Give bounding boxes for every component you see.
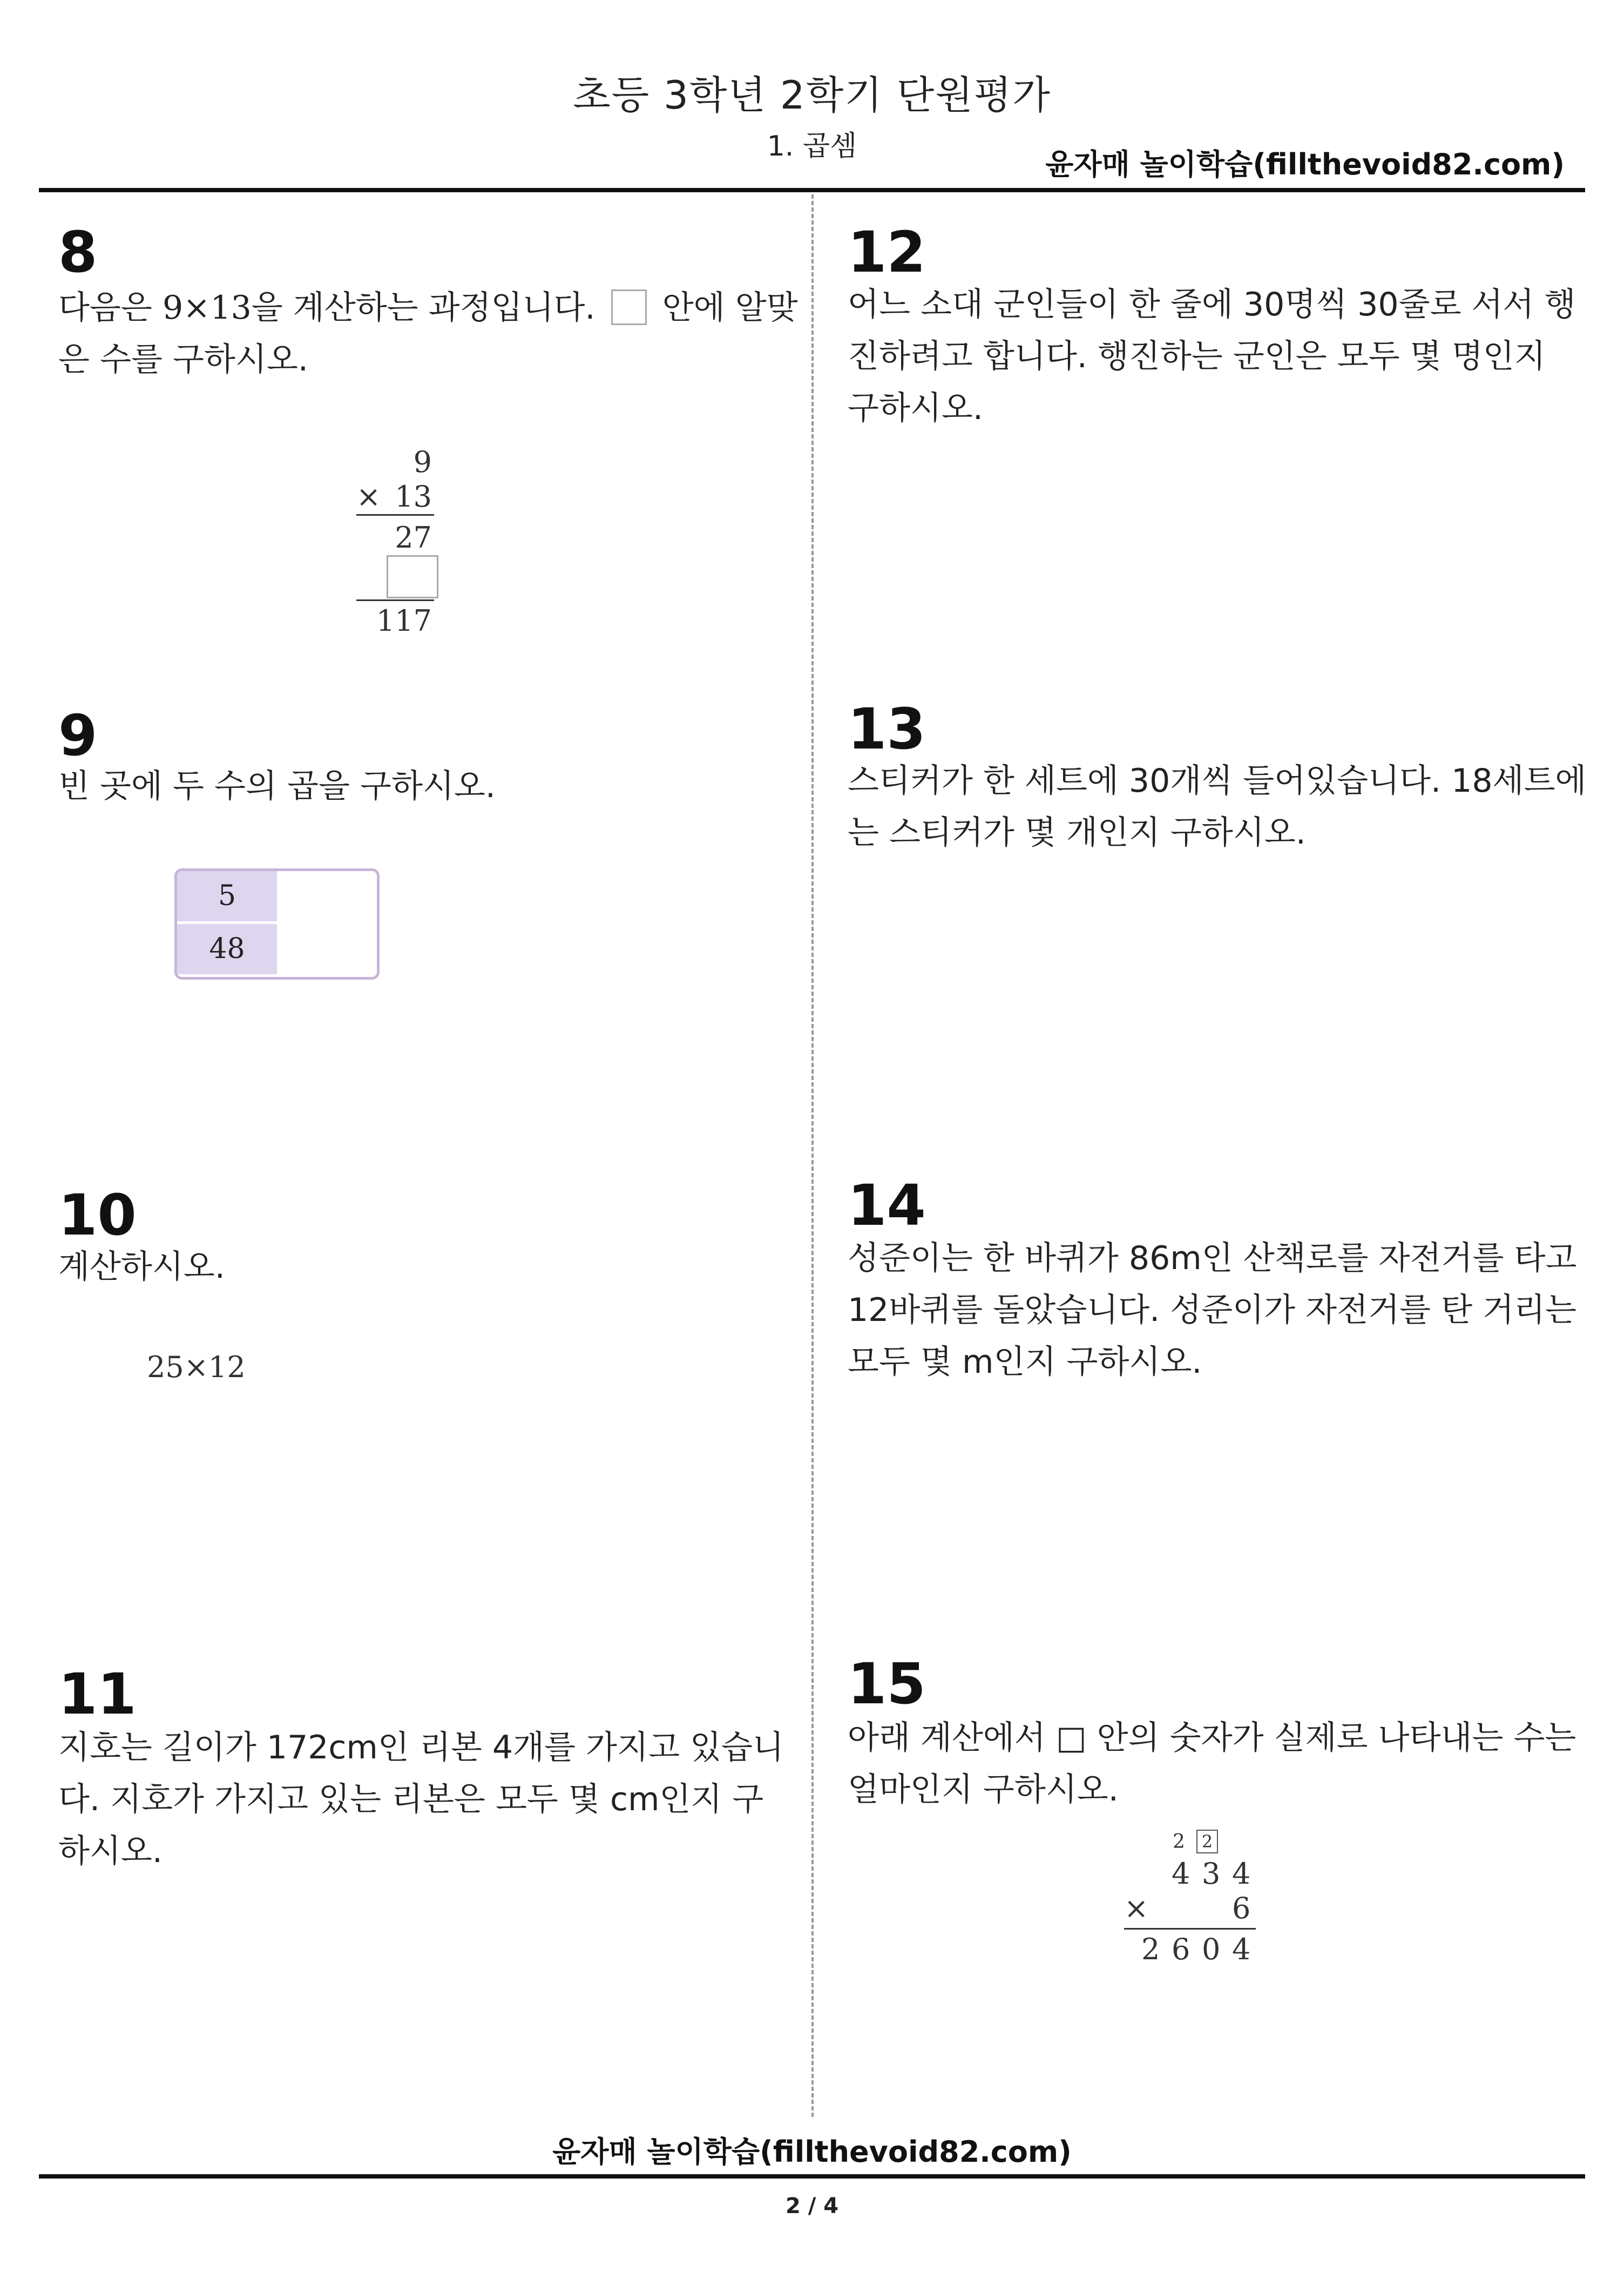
- question-12-number: 12: [848, 219, 926, 285]
- q15-top-digit-1: 4: [1172, 1857, 1190, 1891]
- question-8-text-a: 다음은: [58, 289, 152, 327]
- q15-operator: ×: [1124, 1891, 1149, 1925]
- question-14-number: 14: [848, 1172, 926, 1238]
- question-13-number: 13: [848, 696, 926, 762]
- q15-result-digit-3: 0: [1202, 1932, 1221, 1966]
- q8-calc-operator: ×: [356, 480, 381, 514]
- question-9-number: 9: [58, 703, 98, 768]
- q15-top-digit-3: 4: [1232, 1857, 1251, 1891]
- q14-line-2: 12바퀴를 돌았습니다. 성준이가 자전거를 탄 거리는: [848, 1291, 1576, 1329]
- q13-line-2: 는 스티커가 몇 개인지 구하시오.: [848, 814, 1306, 852]
- question-11-number: 11: [58, 1661, 137, 1727]
- q12-line-2: 진하려고 합니다. 행진하는 군인은 모두 몇 명인지: [848, 338, 1546, 375]
- q8-calc-partial: 27: [395, 521, 432, 555]
- question-8-expression: 9×13: [162, 289, 252, 327]
- unit-subtitle: 1. 곱셈: [767, 130, 857, 163]
- page-title: 초등 3학년 2학기 단원평가: [573, 72, 1051, 118]
- q9-value-2: 48: [177, 924, 277, 974]
- q15-carry-box: 2: [1196, 1830, 1218, 1853]
- q8-calc-top: 9: [413, 445, 432, 479]
- q15-line-1: 아래 계산에서 □ 안의 숫자가 실제로 나타내는 수는: [848, 1719, 1576, 1757]
- q15-top-digit-2: 3: [1202, 1857, 1221, 1891]
- question-8-text: [58, 282, 798, 386]
- q12-line-1: 어느 소대 군인들이 한 줄에 30명씩 30줄로 서서 행: [848, 286, 1576, 323]
- footer-rule: [39, 2174, 1585, 2179]
- q8-answer-box[interactable]: [387, 555, 438, 598]
- q12-line-3: 구하시오.: [848, 389, 983, 427]
- q8-calc-line-1: [356, 514, 434, 516]
- question-11-text: [58, 1722, 784, 1877]
- footer-brand: 윤자매 놀이학습(fillthevoid82.com): [552, 2135, 1072, 2169]
- question-8-number: 8: [58, 219, 98, 285]
- question-15-number: 15: [848, 1651, 926, 1717]
- question-9-text: 빈 곳에 두 수의 곱을 구하시오.: [58, 767, 496, 805]
- question-8-text-c: 안에 알맞: [662, 289, 798, 327]
- header-brand: 윤자매 놀이학습(fillthevoid82.com): [1045, 147, 1565, 181]
- question-14-text: [848, 1232, 1577, 1388]
- question-8-text-d: 은 수를 구하시오.: [58, 341, 308, 379]
- q14-line-3: 모두 몇 m인지 구하시오.: [848, 1343, 1202, 1381]
- q9-value-1: 5: [177, 871, 277, 921]
- q15-result-digit-2: 6: [1172, 1932, 1190, 1966]
- question-10-text: 계산하시오.: [58, 1248, 225, 1286]
- q11-line-1: 지호는 길이가 172cm인 리본 4개를 가지고 있습니: [58, 1729, 784, 1766]
- q15-multiplier: 6: [1232, 1891, 1251, 1925]
- q10-expression: 25×12: [147, 1350, 246, 1384]
- q11-line-3: 하시오.: [58, 1832, 163, 1870]
- question-10-number: 10: [58, 1182, 137, 1248]
- q14-line-1: 성준이는 한 바퀴가 86m인 산책로를 자전거를 타고: [848, 1239, 1577, 1277]
- question-15-text: [848, 1712, 1576, 1816]
- q15-result-digit-1: 2: [1141, 1932, 1160, 1966]
- question-12-text: [848, 279, 1576, 434]
- question-8-text-b: 을 계산하는 과정입니다.: [251, 289, 596, 327]
- q15-line-2: 얼마인지 구하시오.: [848, 1771, 1119, 1809]
- header-rule: [39, 188, 1585, 192]
- q15-calc-line: [1124, 1928, 1256, 1930]
- q11-line-2: 다. 지호가 가지고 있는 리본은 모두 몇 cm인지 구: [58, 1781, 764, 1818]
- question-13-text: [848, 755, 1587, 859]
- page-number: 2 / 4: [785, 2194, 839, 2218]
- q15-result-digit-4: 4: [1232, 1932, 1251, 1966]
- column-divider: [811, 194, 814, 2117]
- q8-calc-line-2: [356, 599, 434, 601]
- q13-line-1: 스티커가 한 세트에 30개씩 들어있습니다. 18세트에: [848, 762, 1587, 800]
- q8-calc-multiplier: 13: [395, 480, 432, 514]
- q15-carry-1: 2: [1173, 1831, 1185, 1853]
- question-8-inline-box: [611, 289, 647, 325]
- q8-calc-result: 117: [376, 604, 432, 638]
- q9-answer-cell[interactable]: [280, 871, 377, 977]
- q9-product-table: [174, 868, 380, 980]
